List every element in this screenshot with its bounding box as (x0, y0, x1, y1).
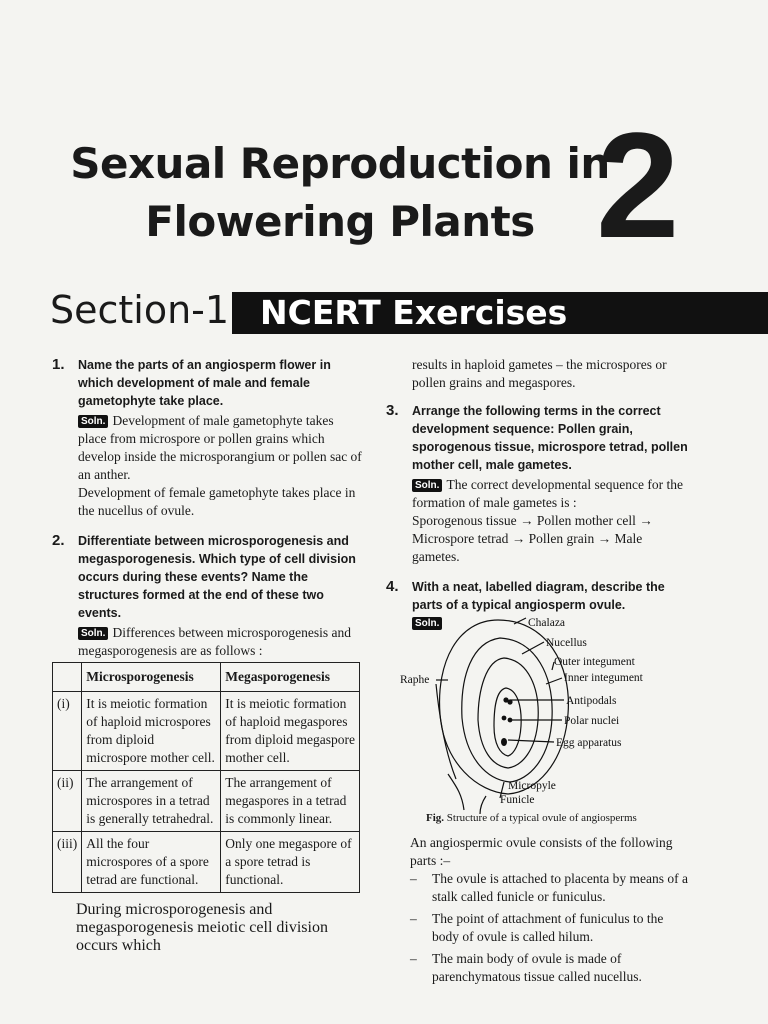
list-item: – The ovule is attached to placenta by means of a stalk called funicle or funiculus. (410, 871, 689, 904)
label-inner-integument: Inner integument (564, 672, 643, 684)
question-4-number: 4. (386, 578, 399, 595)
table-header-row (53, 663, 360, 692)
cell-mega: The arrangement of megaspores in a tetrad is commonly linear. (221, 771, 360, 832)
question-2-continuation: results in haploid gametes – the microspores or pollen grains and megaspores. (412, 357, 667, 390)
comparison-table (52, 662, 360, 893)
funicle-stalk (448, 774, 486, 814)
nucellus-pointer (522, 642, 544, 654)
answer-1-female: Development of female gametophyte takes place in the nucellus of ovule. (78, 485, 356, 518)
question-1 (52, 356, 362, 520)
question-1-number: 1. (52, 356, 65, 373)
question-3 (386, 402, 692, 566)
chapter-title-line2: Flowering Plants (145, 197, 535, 246)
question-1-answer (78, 412, 362, 484)
label-micropyle: Micropyle (508, 780, 556, 792)
table-header: Microsporogenesis (82, 663, 221, 692)
label-chalaza: Chalaza (528, 617, 566, 629)
question-2-answer (78, 624, 362, 660)
question-4-text: With a neat, labelled diagram, describe the parts of a typical angiosperm ovule. (412, 580, 665, 612)
table-row (53, 832, 360, 893)
table-corner (53, 663, 82, 692)
cell-micro: It is meiotic formation of haploid microspores from diploid microspore mother cell. (82, 692, 221, 771)
question-1-text: Name the parts of an angiosperm flower in which development of male and female gametophyte take place. (78, 358, 331, 408)
egg-cell (501, 738, 507, 746)
question-2-text: Differentiate between microsporogenesis and megasporogenesis. Which type of cell division occurs during these events? Name the structures formed at the end of these two events. (78, 534, 356, 620)
row-id: (ii) (53, 771, 82, 832)
question-3-text: Arrange the following terms in the correct development sequence: Pollen grain, sporogenous tissue, microspore tetrad, pollen mother cell, male gametes. (412, 404, 688, 472)
soln-badge: Soln. (412, 479, 442, 492)
chapter-title (60, 135, 620, 251)
list-item: – The main body of ovule is made of parenchymatous tissue called nucellus. (410, 951, 642, 984)
label-nucellus: Nucellus (546, 637, 587, 649)
label-raphe: Raphe (400, 674, 430, 686)
answer-1-male: Development of male gametophyte takes place from microspore or pollen grains which develop inside the microsporangium or pollen sac of an anther. (78, 413, 362, 482)
figure-caption-prefix: Fig. (426, 812, 445, 824)
table-row (53, 692, 360, 771)
cell-micro: All the four microspores of a spore tetrad are functional. (82, 832, 221, 893)
after-table-text: During microsporogenesis and megasporogenesis meiotic cell division occurs which (76, 901, 328, 954)
table-row (53, 771, 360, 832)
polar-nucleus (502, 716, 507, 721)
question-3-number: 3. (386, 402, 399, 419)
ovule-intro: An angiospermic ovule consists of the following parts :– (410, 835, 673, 868)
polar-nucleus (508, 718, 513, 723)
label-egg-apparatus: Egg apparatus (556, 737, 622, 749)
ovule-diagram (396, 614, 696, 814)
chapter-number: 2 (596, 101, 680, 269)
left-column (52, 356, 362, 660)
question-2-number: 2. (52, 532, 65, 549)
chapter-title-line1: Sexual Reproduction in (70, 139, 610, 188)
cell-mega: It is meiotic formation of haploid megaspores from diploid megaspore mother cell. (221, 692, 360, 771)
cell-mega: Only one megaspore of a spore tetrad is functional. (221, 832, 360, 893)
figure-caption-text: Structure of a typical ovule of angiosperms (446, 812, 637, 824)
comparison-table-wrap (52, 662, 360, 955)
antipodal-cell (507, 699, 512, 704)
answer-3-sequence: Sporogenous tissue → Pollen mother cell → Microspore tetrad → Pollen grain → Male gametes. (412, 513, 653, 564)
nucellus-outline (478, 658, 538, 768)
label-outer-integument: Outer integument (554, 656, 635, 668)
table-header: Megasporogenesis (221, 663, 360, 692)
cell-micro: The arrangement of microspores in a tetrad is generally tetrahedral. (82, 771, 221, 832)
soln-badge: Soln. (412, 617, 442, 630)
egg-pointer (508, 740, 554, 742)
answer-2-intro: Differences between microsporogenesis and megasporogenesis are as follows : (78, 625, 351, 658)
answer-3-text: The correct developmental sequence for the formation of male gametes is : (412, 477, 683, 510)
section-label: Section-1 (50, 288, 230, 332)
soln-badge: Soln. (78, 627, 108, 640)
question-2 (52, 532, 362, 660)
soln-badge: Soln. (78, 415, 108, 428)
row-id: (i) (53, 692, 82, 771)
ovule-parts-list (410, 870, 692, 990)
label-funicle: Funicle (500, 794, 535, 806)
label-antipodals: Antipodals (566, 695, 617, 707)
right-column (386, 356, 692, 632)
label-polar-nuclei: Polar nuclei (564, 715, 620, 727)
section-banner (232, 292, 768, 334)
question-3-answer (412, 476, 692, 512)
figure-caption (426, 812, 637, 824)
section-title: NCERT Exercises (260, 293, 568, 332)
row-id: (iii) (53, 832, 82, 893)
list-item: – The point of attachment of funiculus to the body of ovule is called hilum. (410, 911, 664, 944)
